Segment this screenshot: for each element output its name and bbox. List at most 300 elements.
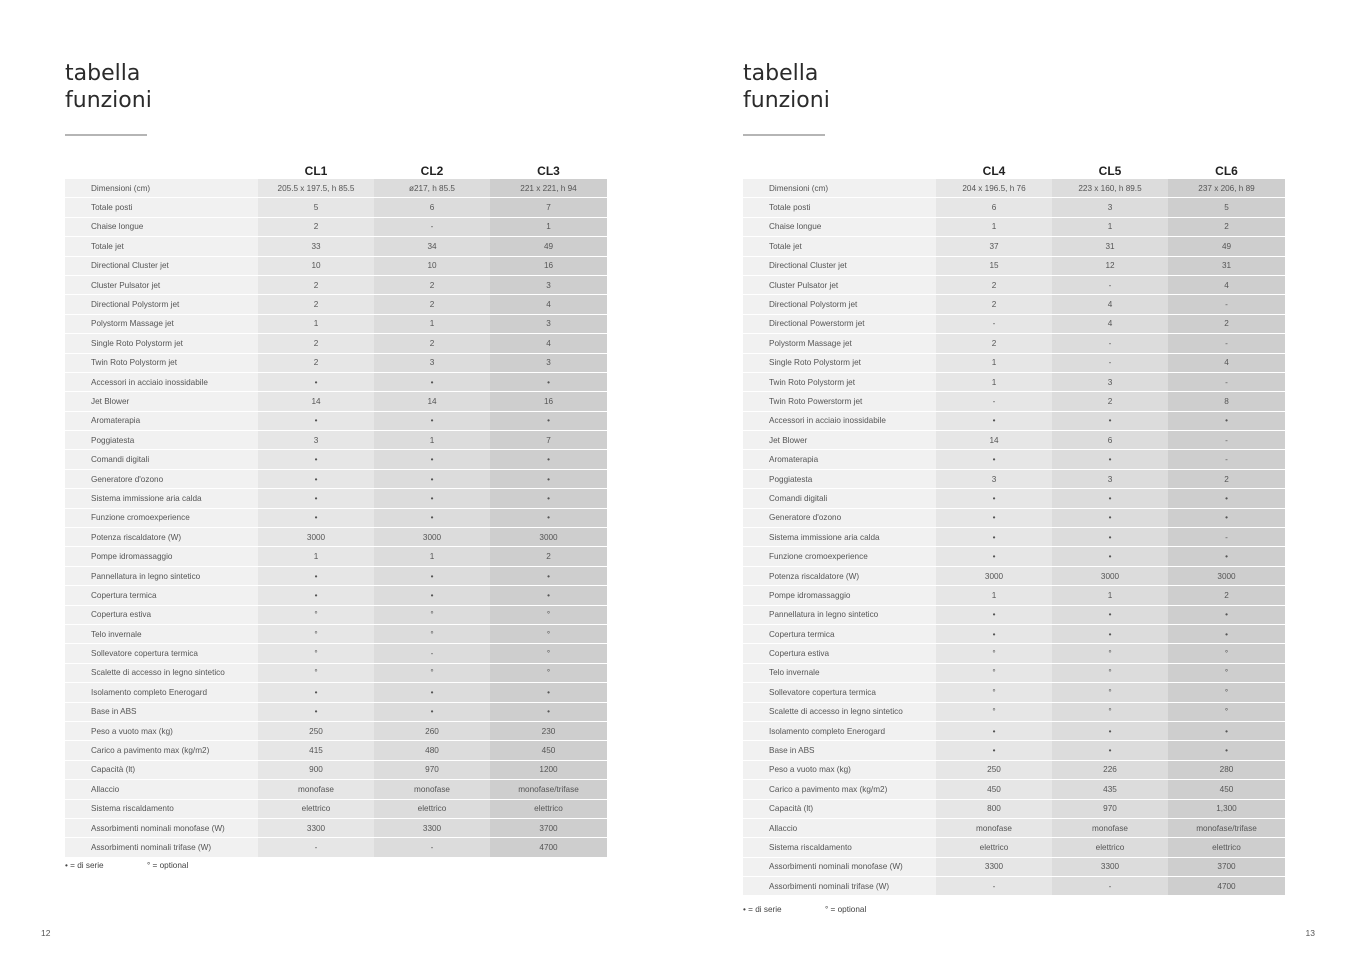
row-value: 4700 xyxy=(1168,877,1285,896)
row-value: 10 xyxy=(374,256,490,275)
row-value: ° xyxy=(374,663,490,682)
table-row xyxy=(743,857,1285,876)
row-value: - xyxy=(1052,334,1168,353)
table-row xyxy=(65,644,607,663)
table-row xyxy=(743,877,1285,896)
column-header-cl1: CL1 xyxy=(258,158,374,179)
row-value: - xyxy=(936,392,1052,411)
row-label: Dimensioni (cm) xyxy=(743,179,936,198)
row-value: 4700 xyxy=(490,838,607,857)
row-value: - xyxy=(1052,877,1168,896)
column-header-cl3: CL3 xyxy=(490,158,607,179)
row-value: • xyxy=(1052,547,1168,566)
row-value: 12 xyxy=(1052,256,1168,275)
row-value: • xyxy=(258,469,374,488)
row-label: Peso a vuoto max (kg) xyxy=(743,760,936,779)
row-value: ° xyxy=(1052,663,1168,682)
legend-standard: • = di serie xyxy=(65,861,104,870)
table-row xyxy=(65,683,607,702)
row-value: • xyxy=(1052,624,1168,643)
row-label: Generatore d'ozono xyxy=(743,508,936,527)
column-header-cl5: CL5 xyxy=(1052,158,1168,179)
row-value: 1 xyxy=(490,217,607,236)
title-line-2: funzioni xyxy=(65,88,152,113)
row-value: elettrico xyxy=(258,799,374,818)
row-label: Scalette di accesso in legno sintetico xyxy=(65,663,258,682)
table-row xyxy=(65,179,607,198)
legend-optional: ° = optional xyxy=(147,861,189,870)
row-value: 4 xyxy=(490,334,607,353)
table-row xyxy=(65,469,607,488)
row-value: • xyxy=(490,566,607,585)
table-row xyxy=(65,741,607,760)
row-value: 226 xyxy=(1052,760,1168,779)
row-label: Cluster Pulsator jet xyxy=(743,275,936,294)
row-value: 16 xyxy=(490,392,607,411)
row-value: 4 xyxy=(1052,314,1168,333)
row-value: • xyxy=(490,508,607,527)
row-label: Isolamento completo Enerogard xyxy=(65,683,258,702)
row-value: 6 xyxy=(936,198,1052,217)
row-label: Directional Cluster jet xyxy=(743,256,936,275)
row-value: • xyxy=(258,489,374,508)
row-label: Twin Roto Powerstorm jet xyxy=(743,392,936,411)
row-label: Directional Polystorm jet xyxy=(743,295,936,314)
row-label: Cluster Pulsator jet xyxy=(65,275,258,294)
table-row xyxy=(65,275,607,294)
row-value: ° xyxy=(1168,702,1285,721)
table-row xyxy=(743,431,1285,450)
row-value: • xyxy=(490,450,607,469)
row-value: 1 xyxy=(258,314,374,333)
title-line-1: tabella xyxy=(65,61,141,86)
row-value: 7 xyxy=(490,198,607,217)
row-value: ° xyxy=(1168,644,1285,663)
table-row xyxy=(65,799,607,818)
table-row xyxy=(65,334,607,353)
row-label: Poggiatesta xyxy=(65,431,258,450)
row-label: Comandi digitali xyxy=(65,450,258,469)
row-value: • xyxy=(1052,508,1168,527)
legend-standard: • = di serie xyxy=(743,905,782,914)
table-row xyxy=(743,663,1285,682)
row-value: 3000 xyxy=(1052,566,1168,585)
row-label: Capacità (lt) xyxy=(65,760,258,779)
row-value: 221 x 221, h 94 xyxy=(490,179,607,198)
row-value: 1 xyxy=(374,547,490,566)
row-value: • xyxy=(936,624,1052,643)
table-row xyxy=(743,372,1285,391)
row-value: - xyxy=(1168,528,1285,547)
row-value: 1 xyxy=(258,547,374,566)
table-row xyxy=(65,217,607,236)
row-value: • xyxy=(1168,605,1285,624)
row-value: 450 xyxy=(936,780,1052,799)
table-row xyxy=(65,702,607,721)
row-value: • xyxy=(258,683,374,702)
row-value: - xyxy=(936,877,1052,896)
row-value: 1 xyxy=(1052,217,1168,236)
row-label: Pannellatura in legno sintetico xyxy=(65,566,258,585)
column-header-cl2: CL2 xyxy=(374,158,490,179)
row-label: Dimensioni (cm) xyxy=(65,179,258,198)
row-label: Pompe idromassaggio xyxy=(65,547,258,566)
row-value: 3 xyxy=(1052,469,1168,488)
row-label: Sistema riscaldamento xyxy=(743,838,936,857)
row-label: Funzione cromoexperience xyxy=(65,508,258,527)
row-label: Jet Blower xyxy=(65,392,258,411)
table-row xyxy=(65,295,607,314)
row-value: 4 xyxy=(1052,295,1168,314)
row-value: - xyxy=(374,217,490,236)
row-value: 237 x 206, h 89 xyxy=(1168,179,1285,198)
row-value: 3 xyxy=(936,469,1052,488)
row-value: ° xyxy=(1052,683,1168,702)
row-value: • xyxy=(374,411,490,430)
row-value: - xyxy=(1052,275,1168,294)
table-row xyxy=(743,838,1285,857)
row-value: 33 xyxy=(258,237,374,256)
row-value: ° xyxy=(1052,644,1168,663)
row-value: ° xyxy=(1052,702,1168,721)
row-value: 205.5 x 197.5, h 85.5 xyxy=(258,179,374,198)
table-row xyxy=(65,353,607,372)
row-value: • xyxy=(490,586,607,605)
table-row xyxy=(65,838,607,857)
row-label: Polystorm Massage jet xyxy=(743,334,936,353)
row-value: • xyxy=(258,372,374,391)
title-divider xyxy=(743,134,825,136)
table-row xyxy=(743,799,1285,818)
row-value: monofase xyxy=(374,780,490,799)
row-label: Chaise longue xyxy=(65,217,258,236)
row-value: • xyxy=(374,702,490,721)
row-value: - xyxy=(374,644,490,663)
row-value: 415 xyxy=(258,741,374,760)
row-value: 800 xyxy=(936,799,1052,818)
row-value: • xyxy=(258,566,374,585)
row-label: Totale posti xyxy=(65,198,258,217)
row-value: • xyxy=(1168,741,1285,760)
row-value: • xyxy=(490,372,607,391)
row-value: 3000 xyxy=(374,528,490,547)
row-value: ° xyxy=(936,663,1052,682)
table-row xyxy=(65,392,607,411)
row-value: 14 xyxy=(374,392,490,411)
row-value: - xyxy=(374,838,490,857)
row-label: Generatore d'ozono xyxy=(65,469,258,488)
row-value: • xyxy=(936,741,1052,760)
row-label: Base in ABS xyxy=(65,702,258,721)
table-row xyxy=(65,566,607,585)
row-value: 3300 xyxy=(374,818,490,837)
table-row xyxy=(65,198,607,217)
row-value: • xyxy=(374,508,490,527)
row-value: 3000 xyxy=(1168,566,1285,585)
row-value: 16 xyxy=(490,256,607,275)
row-value: 1 xyxy=(1052,586,1168,605)
row-label: Assorbimenti nominali trifase (W) xyxy=(65,838,258,857)
row-value: 3700 xyxy=(1168,857,1285,876)
table-row xyxy=(65,431,607,450)
row-value: • xyxy=(258,450,374,469)
row-value: 3 xyxy=(490,275,607,294)
row-value: 450 xyxy=(1168,780,1285,799)
features-table xyxy=(743,158,1285,896)
row-value: • xyxy=(1168,411,1285,430)
row-label: Carico a pavimento max (kg/m2) xyxy=(743,780,936,799)
title-divider xyxy=(65,134,147,136)
row-value: ° xyxy=(490,624,607,643)
row-value: - xyxy=(1168,450,1285,469)
row-label: Pannellatura in legno sintetico xyxy=(743,605,936,624)
row-label: Poggiatesta xyxy=(743,469,936,488)
row-value: • xyxy=(1168,624,1285,643)
table-row xyxy=(65,411,607,430)
row-value: ° xyxy=(1168,683,1285,702)
table-row xyxy=(743,334,1285,353)
table-row xyxy=(743,314,1285,333)
row-value: 1 xyxy=(936,217,1052,236)
table-row xyxy=(743,760,1285,779)
table-row xyxy=(65,237,607,256)
table-row xyxy=(65,586,607,605)
row-label: Totale jet xyxy=(743,237,936,256)
table-row xyxy=(743,237,1285,256)
row-value: monofase xyxy=(258,780,374,799)
row-value: ° xyxy=(258,644,374,663)
row-label: Scalette di accesso in legno sintetico xyxy=(743,702,936,721)
row-value: • xyxy=(374,372,490,391)
row-value: monofase xyxy=(936,818,1052,837)
row-value: 2 xyxy=(936,295,1052,314)
row-value: 6 xyxy=(374,198,490,217)
table-row xyxy=(65,624,607,643)
row-value: 2 xyxy=(490,547,607,566)
row-value: 3 xyxy=(258,431,374,450)
page-title xyxy=(743,60,830,114)
row-value: 480 xyxy=(374,741,490,760)
table-row xyxy=(743,721,1285,740)
row-value: 34 xyxy=(374,237,490,256)
row-value: 2 xyxy=(936,275,1052,294)
row-value: 2 xyxy=(936,334,1052,353)
row-value: • xyxy=(258,411,374,430)
row-value: 2 xyxy=(258,275,374,294)
table-row xyxy=(743,392,1285,411)
row-value: 250 xyxy=(258,721,374,740)
row-value: 900 xyxy=(258,760,374,779)
row-value: 5 xyxy=(258,198,374,217)
row-value: 3000 xyxy=(490,528,607,547)
row-label: Chaise longue xyxy=(743,217,936,236)
row-value: 31 xyxy=(1168,256,1285,275)
row-value: 8 xyxy=(1168,392,1285,411)
row-value: ° xyxy=(490,605,607,624)
row-value: 2 xyxy=(1168,217,1285,236)
row-value: 7 xyxy=(490,431,607,450)
row-value: elettrico xyxy=(490,799,607,818)
table-row xyxy=(743,528,1285,547)
title-line-2: funzioni xyxy=(743,88,830,113)
row-value: ° xyxy=(936,644,1052,663)
title-line-1: tabella xyxy=(743,61,819,86)
row-value: • xyxy=(258,508,374,527)
row-value: • xyxy=(258,702,374,721)
row-value: 435 xyxy=(1052,780,1168,799)
row-label: Telo invernale xyxy=(65,624,258,643)
row-value: • xyxy=(258,586,374,605)
row-value: 2 xyxy=(258,295,374,314)
row-value: • xyxy=(374,586,490,605)
row-value: 14 xyxy=(258,392,374,411)
row-label: Potenza riscaldatore (W) xyxy=(65,528,258,547)
row-value: ° xyxy=(258,663,374,682)
table-row xyxy=(65,547,607,566)
row-label: Directional Powerstorm jet xyxy=(743,314,936,333)
row-label: Accessori in acciaio inossidabile xyxy=(65,372,258,391)
row-value: 2 xyxy=(258,217,374,236)
row-value: 2 xyxy=(374,275,490,294)
row-value: 3 xyxy=(1052,198,1168,217)
table-row xyxy=(743,818,1285,837)
table-row xyxy=(743,644,1285,663)
row-value: 2 xyxy=(1168,469,1285,488)
row-value: 3000 xyxy=(258,528,374,547)
row-value: 4 xyxy=(490,295,607,314)
row-value: 1,300 xyxy=(1168,799,1285,818)
row-value: • xyxy=(374,450,490,469)
row-value: 2 xyxy=(1168,314,1285,333)
row-value: • xyxy=(490,411,607,430)
row-value: • xyxy=(1052,450,1168,469)
row-value: ° xyxy=(374,605,490,624)
row-label: Directional Polystorm jet xyxy=(65,295,258,314)
row-label: Pompe idromassaggio xyxy=(743,586,936,605)
features-table xyxy=(65,158,607,858)
row-value: ° xyxy=(374,624,490,643)
row-label: Single Roto Polystorm jet xyxy=(743,353,936,372)
table-row xyxy=(743,469,1285,488)
row-value: 3300 xyxy=(258,818,374,837)
row-value: - xyxy=(936,314,1052,333)
table-row xyxy=(743,586,1285,605)
row-label: Single Roto Polystorm jet xyxy=(65,334,258,353)
table-row xyxy=(743,624,1285,643)
row-value: ° xyxy=(936,702,1052,721)
table-row xyxy=(743,256,1285,275)
row-value: 2 xyxy=(374,295,490,314)
row-value: • xyxy=(936,605,1052,624)
row-value: 6 xyxy=(1052,431,1168,450)
row-value: 3 xyxy=(490,314,607,333)
table-row xyxy=(743,508,1285,527)
row-label: Potenza riscaldatore (W) xyxy=(743,566,936,585)
page-number: 12 xyxy=(41,928,51,938)
row-value: • xyxy=(936,450,1052,469)
row-value: • xyxy=(1052,721,1168,740)
row-value: 1 xyxy=(936,586,1052,605)
table-row xyxy=(743,411,1285,430)
row-value: • xyxy=(374,469,490,488)
page-title xyxy=(65,60,152,114)
header-corner xyxy=(65,158,258,179)
table-row xyxy=(65,780,607,799)
row-value: - xyxy=(258,838,374,857)
row-value: • xyxy=(1168,721,1285,740)
row-label: Directional Cluster jet xyxy=(65,256,258,275)
row-label: Copertura termica xyxy=(743,624,936,643)
table-row xyxy=(743,179,1285,198)
row-label: Assorbimenti nominali monofase (W) xyxy=(743,857,936,876)
row-value: • xyxy=(1168,547,1285,566)
table-row xyxy=(743,450,1285,469)
row-value: 204 x 196.5, h 76 xyxy=(936,179,1052,198)
row-value: 14 xyxy=(936,431,1052,450)
row-value: 970 xyxy=(1052,799,1168,818)
header-corner xyxy=(743,158,936,179)
row-value: ° xyxy=(490,663,607,682)
row-value: monofase/trifase xyxy=(490,780,607,799)
table-header-row xyxy=(65,158,607,179)
row-value: • xyxy=(1052,411,1168,430)
table-row xyxy=(743,275,1285,294)
row-label: Totale jet xyxy=(65,237,258,256)
row-value: 230 xyxy=(490,721,607,740)
row-value: 49 xyxy=(1168,237,1285,256)
row-value: ° xyxy=(258,624,374,643)
row-label: Telo invernale xyxy=(743,663,936,682)
table-row xyxy=(743,489,1285,508)
row-value: • xyxy=(936,508,1052,527)
row-value: • xyxy=(936,411,1052,430)
row-value: 1 xyxy=(936,353,1052,372)
row-value: 10 xyxy=(258,256,374,275)
row-value: • xyxy=(1052,489,1168,508)
row-value: 2 xyxy=(374,334,490,353)
row-label: Peso a vuoto max (kg) xyxy=(65,721,258,740)
row-value: 4 xyxy=(1168,275,1285,294)
row-value: 450 xyxy=(490,741,607,760)
row-label: Polystorm Massage jet xyxy=(65,314,258,333)
row-label: Funzione cromoexperience xyxy=(743,547,936,566)
row-value: • xyxy=(936,489,1052,508)
table-row xyxy=(65,372,607,391)
table-row xyxy=(743,566,1285,585)
row-value: 3300 xyxy=(936,857,1052,876)
right-page xyxy=(678,0,1356,959)
row-label: Accessori in acciaio inossidabile xyxy=(743,411,936,430)
table-row xyxy=(743,741,1285,760)
row-value: • xyxy=(490,683,607,702)
row-value: elettrico xyxy=(1168,838,1285,857)
table-header-row xyxy=(743,158,1285,179)
row-label: Jet Blower xyxy=(743,431,936,450)
row-value: elettrico xyxy=(374,799,490,818)
legend-optional: ° = optional xyxy=(825,905,867,914)
column-header-cl4: CL4 xyxy=(936,158,1052,179)
row-value: 5 xyxy=(1168,198,1285,217)
row-value: • xyxy=(1168,508,1285,527)
row-label: Twin Roto Polystorm jet xyxy=(743,372,936,391)
row-label: Twin Roto Polystorm jet xyxy=(65,353,258,372)
row-value: 37 xyxy=(936,237,1052,256)
row-value: 4 xyxy=(1168,353,1285,372)
row-value: 15 xyxy=(936,256,1052,275)
row-value: • xyxy=(936,528,1052,547)
row-label: Capacità (lt) xyxy=(743,799,936,818)
row-value: 3000 xyxy=(936,566,1052,585)
